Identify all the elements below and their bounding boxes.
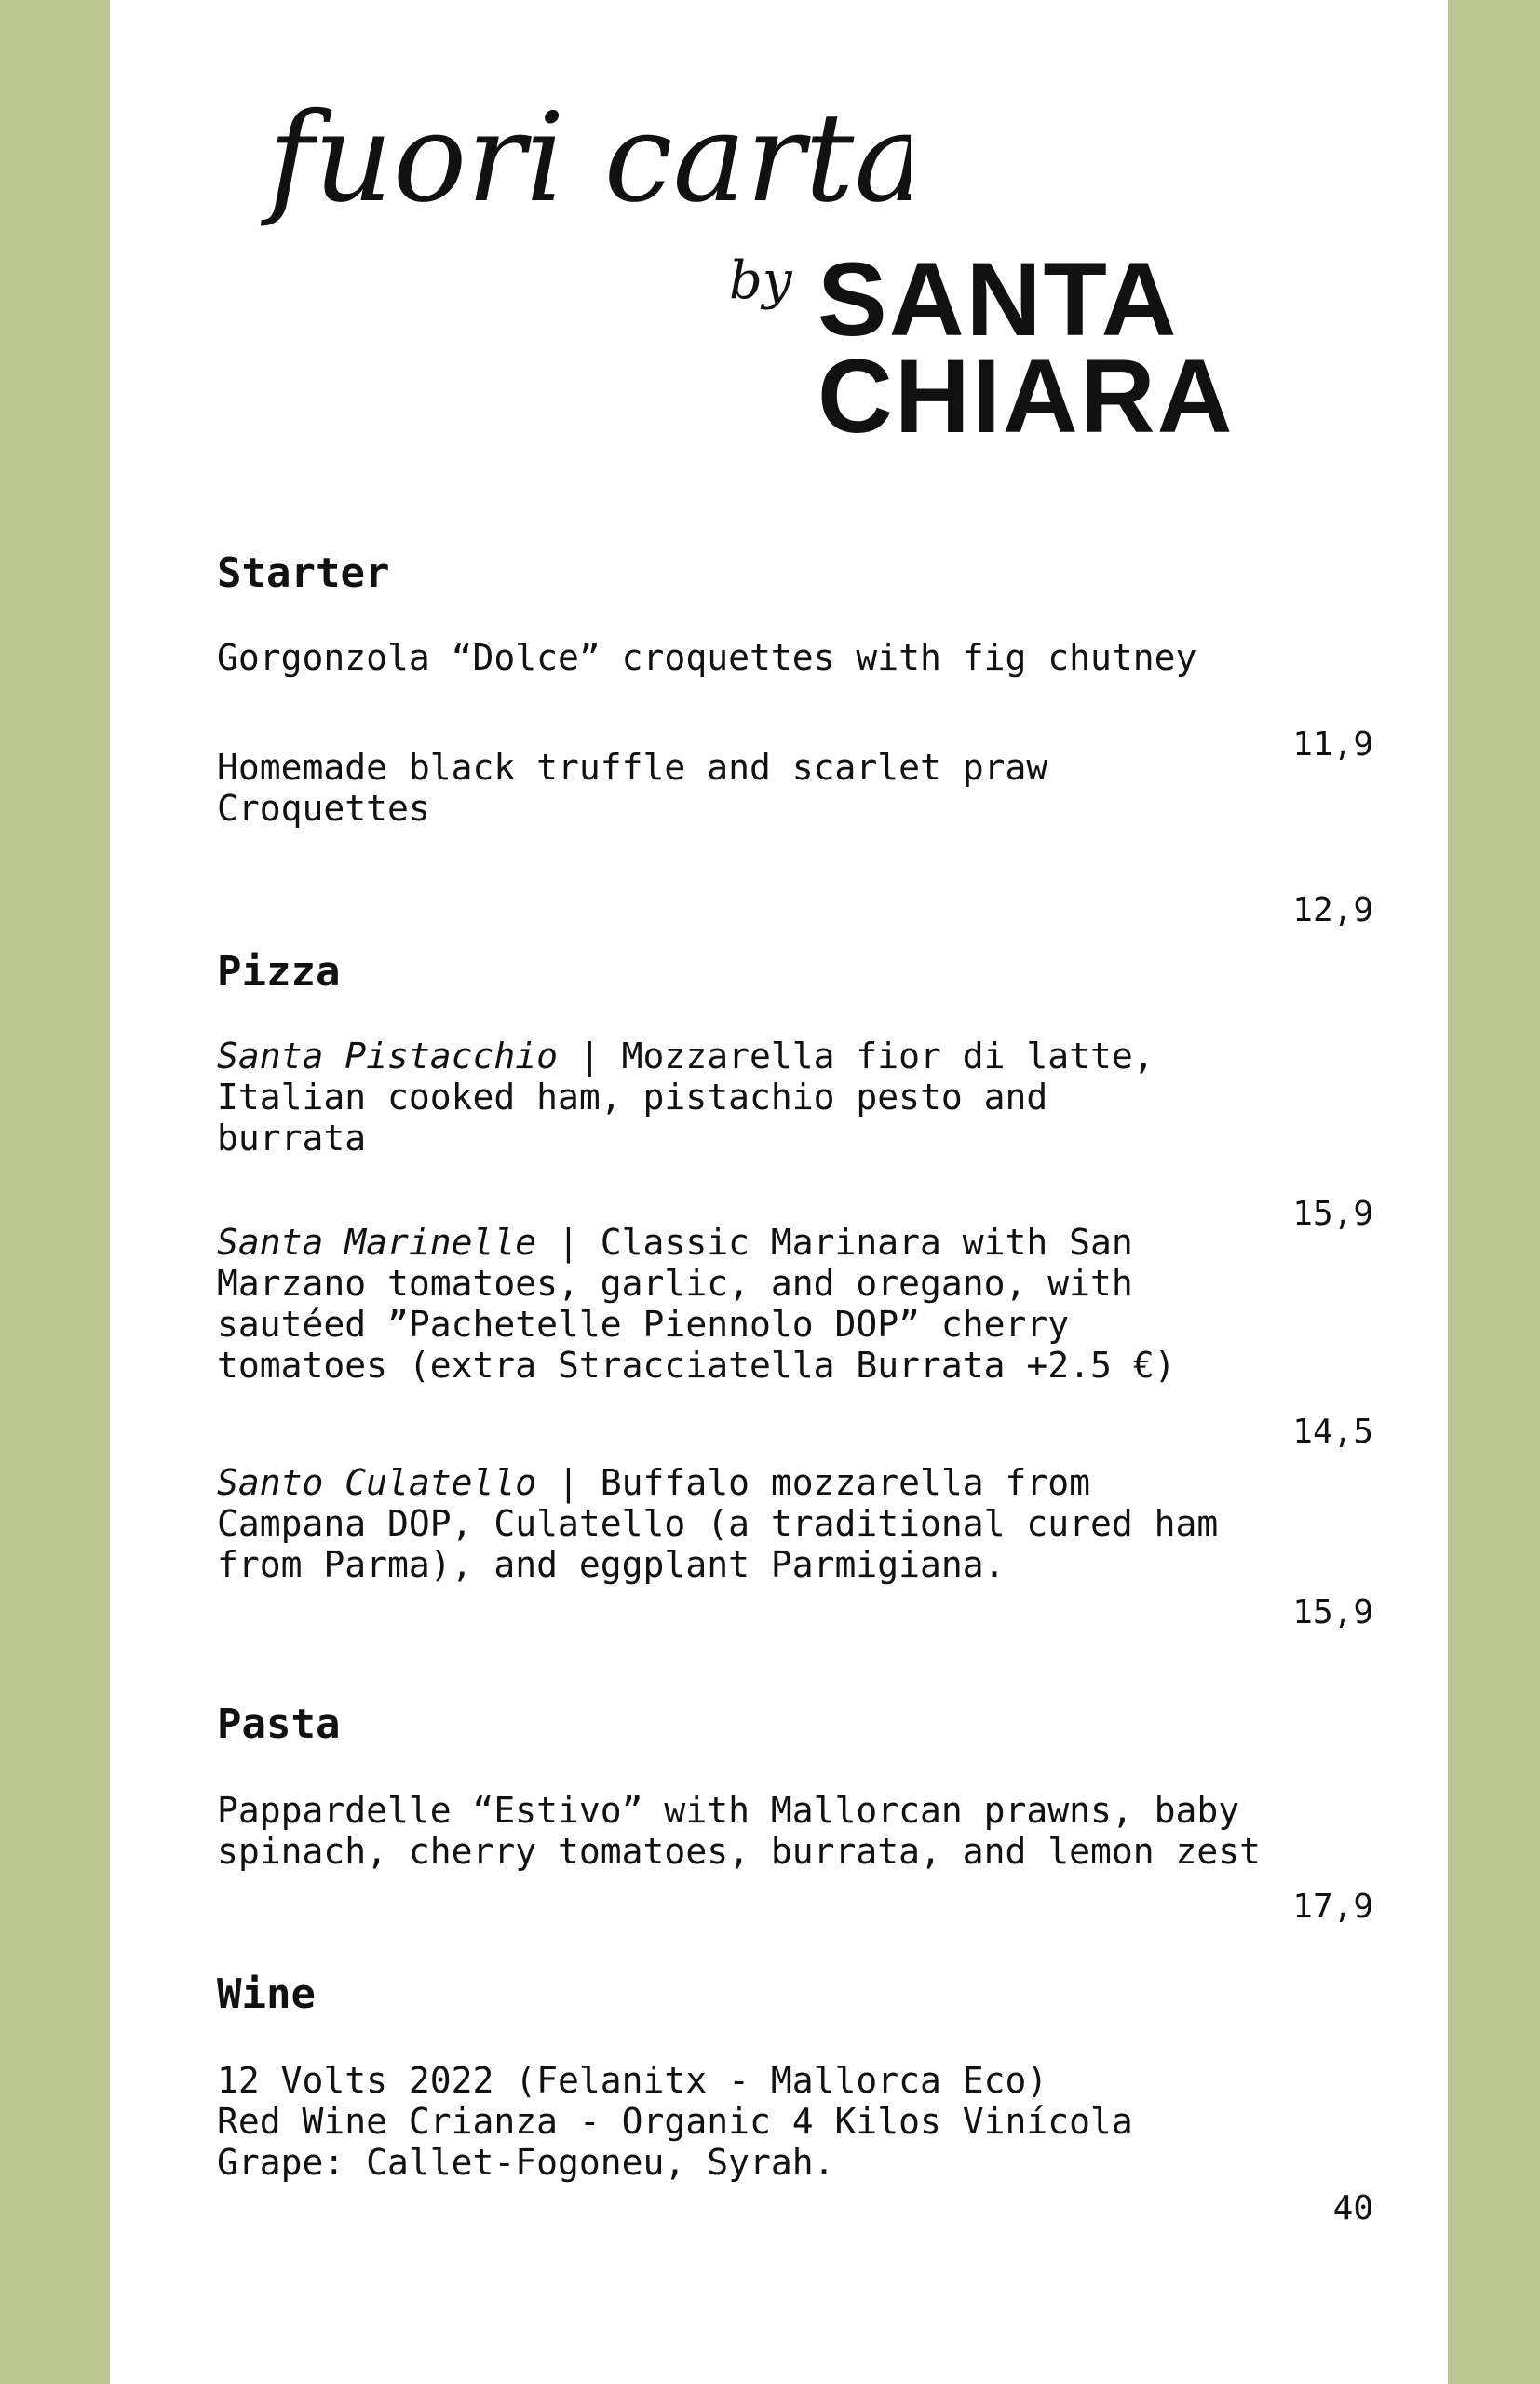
menu-page	[110, 0, 1448, 2384]
pizza-item-3-price: 15,9	[1292, 1593, 1373, 1632]
pizza-item-2-name: Santa Marinelle	[217, 1222, 537, 1263]
pizza-item-1	[217, 1036, 1334, 1158]
starter-item-1: Gorgonzola “Dolce” croquettes with fig chutney	[217, 637, 1197, 678]
brand-line-1-text: SANTA	[817, 241, 1179, 358]
wine-item-1: 12 Volts 2022 (Felanitx - Mallorca Eco) Red Wine Crianza - Organic 4 Kilos Vinícola Grape: Callet-Fogoneu, Syrah.	[217, 2060, 1133, 2183]
starter-item-1-price: 11,9	[1292, 725, 1373, 764]
pizza-item-3-name: Santo Culatello	[217, 1462, 537, 1503]
pasta-heading: Pasta	[217, 1700, 341, 1748]
brand-line-2	[817, 338, 1283, 454]
brand-line-1	[817, 241, 1283, 358]
pizza-item-3	[217, 1462, 1334, 1585]
santa-chiara-brand	[817, 241, 1283, 456]
script-title: fuori carta	[268, 88, 911, 230]
pizza-heading: Pizza	[217, 948, 341, 996]
wine-heading: Wine	[217, 1971, 316, 2018]
starter-item-2-price: 12,9	[1292, 891, 1373, 929]
starter-item-2: Homemade black truffle and scarlet praw Croquettes	[217, 747, 1048, 829]
brand-line-2-text: CHIARA	[817, 338, 1235, 454]
pizza-item-1-price: 15,9	[1292, 1195, 1373, 1233]
pizza-item-1-description: | Mozzarella fior di latte, Italian cooked ham, pistachio pesto and burrata	[217, 1036, 1155, 1158]
pasta-item-1: Pappardelle “Estivo” with Mallorcan prawns, baby spinach, cherry tomatoes, burrata, and lemon zest	[217, 1790, 1262, 1872]
pizza-item-2	[217, 1222, 1334, 1386]
starter-heading: Starter	[217, 549, 390, 597]
pizza-item-2-price: 14,5	[1292, 1413, 1373, 1451]
pizza-item-3-description: | Buffalo mozzarella from Campana DOP, Culatello (a traditional cured ham from Parma), and eggplant Parmigiana.	[217, 1462, 1219, 1585]
wine-item-1-price: 40	[1332, 2189, 1373, 2228]
pizza-item-2-description: | Classic Marinara with San Marzano tomatoes, garlic, and oregano, with sautéed ”Pachetelle Piennolo DOP” cherry tomatoes (extra Stracciatella Burrata +2.5 €)	[217, 1222, 1176, 1386]
by-script	[724, 233, 817, 335]
by-label: by	[729, 251, 792, 311]
pizza-item-1-name: Santa Pistacchio	[217, 1036, 559, 1077]
pasta-item-1-price: 17,9	[1292, 1888, 1373, 1926]
